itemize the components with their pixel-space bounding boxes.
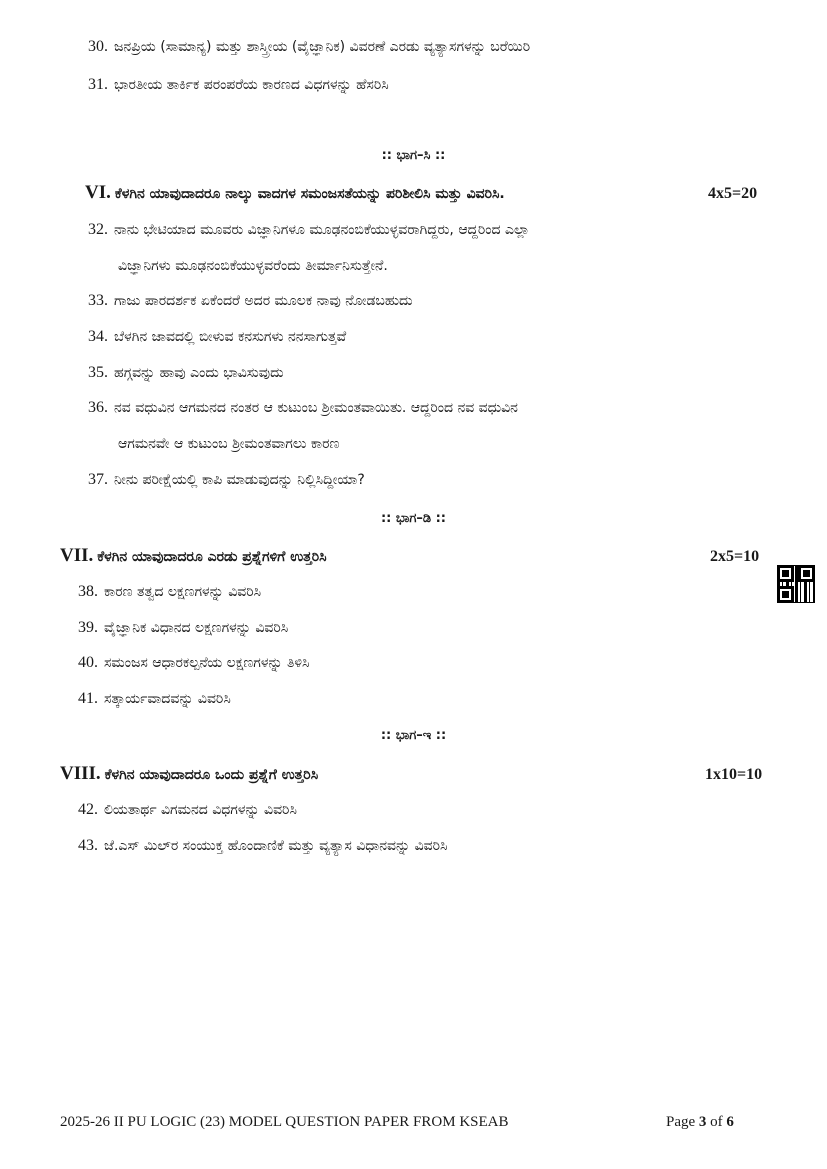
page-of-label: of — [710, 1114, 723, 1130]
question-number: 41. — [78, 690, 98, 707]
question-32 — [88, 221, 530, 239]
question-41 — [78, 690, 231, 708]
question-number: 43. — [78, 837, 98, 854]
question-number: 32. — [88, 221, 108, 238]
question-38 — [78, 583, 261, 601]
section-number: VIII. — [60, 763, 101, 784]
question-number: 39. — [78, 619, 98, 636]
question-36 — [88, 399, 518, 417]
question-42 — [78, 801, 297, 819]
section-number: VII. — [60, 545, 94, 566]
page-label: Page — [666, 1114, 696, 1130]
part-c-divider: :: ಭಾಗ–ಸಿ :: — [381, 148, 446, 163]
question-40 — [78, 654, 310, 672]
question-33 — [88, 292, 413, 310]
question-36-continued: ಆಗಮನವೇ ಆ ಕುಟುಂಬ ಶ್ರೀಮಂತವಾಗಲು ಕಾರಣ — [118, 436, 340, 452]
question-text: ಕಾರಣ ತತ್ವದ ಲಕ್ಷಣಗಳನ್ನು ವಿವರಿಸಿ — [104, 584, 262, 600]
question-text: ವೈಜ್ಞಾನಿಕ ವಿಧಾನದ ಲಕ್ಷಣಗಳನ್ನು ವಿವರಿಸಿ — [104, 620, 289, 636]
question-text: ನೀನು ಪರೀಕ್ಷೆಯಲ್ಲಿ ಕಾಪಿ ಮಾಡುವುದನ್ನು ನಿಲ್ಲಿಸಿದ್ದೀಯಾ? — [114, 472, 365, 488]
question-text: ಗಾಜು ಪಾರದರ್ಶಕ ಏಕೆಂದರೆ ಅದರ ಮೂಲಕ ನಾವು ನೋಡಬಹುದು — [114, 293, 413, 309]
question-number: 34. — [88, 328, 108, 345]
question-43 — [78, 837, 447, 855]
question-31 — [88, 76, 389, 94]
question-number: 42. — [78, 801, 98, 818]
question-number: 40. — [78, 654, 98, 671]
question-text: ನಾನು ಭೇಟಿಯಾದ ಮೂವರು ವಿಜ್ಞಾನಿಗಳೂ ಮೂಢನಂಬಿಕೆಯುಳ್ಳವರಾಗಿದ್ದರು, ಆದ್ದರಿಂದ ಎಲ್ಲಾ — [114, 222, 530, 238]
section-number: VI. — [85, 182, 111, 203]
question-text: ಭಾರತೀಯ ತಾರ್ಕಿಕ ಪರಂಪರೆಯ ಕಾರಣದ ವಿಧಗಳನ್ನು ಹೆಸರಿಸಿ — [114, 77, 389, 93]
section-vi-heading — [85, 183, 505, 204]
section-vii-marks: 2x5=10 — [710, 548, 760, 565]
footer-title: 2025-26 II PU LOGIC (23) MODEL QUESTION PAPER FROM KSEAB — [60, 1114, 509, 1130]
question-text: ಬೆಳಗಿನ ಜಾವದಲ್ಲಿ ಬೀಳುವ ಕನಸುಗಳು ನನಸಾಗುತ್ತವೆ — [114, 329, 347, 345]
question-text: ಸಮಂಜಸ ಆಧಾರಕಲ್ಪನೆಯ ಲಕ್ಷಣಗಳನ್ನು ತಿಳಿಸಿ — [104, 655, 310, 671]
question-number: 37. — [88, 471, 108, 488]
section-vi-marks: 4x5=20 — [708, 185, 758, 202]
section-viii-heading — [60, 764, 318, 785]
question-37 — [88, 471, 365, 489]
question-text: ಜೆ.ಎಸ್ ಮಿಲ್‌ರ ಸಂಯುಕ್ತ ಹೊಂದಾಣಿಕೆ ಮತ್ತು ವ್ಯತ್ಯಾಸ ವಿಧಾನವನ್ನು ವಿವರಿಸಿ — [104, 838, 448, 854]
question-text: ಲಿಯತಾರ್ಥ ವಿಗಮನದ ವಿಧಗಳನ್ನು ವಿವರಿಸಿ — [104, 802, 297, 818]
section-instruction: ಕೆಳಗಿನ ಯಾವುದಾದರೂ ನಾಲ್ಕು ವಾದಗಳ ಸಮಂಜಸತೆಯನ್ನು ಪರಿಶೀಲಿಸಿ ಮತ್ತು ವಿವರಿಸಿ. — [114, 186, 505, 202]
section-instruction: ಕೆಳಗಿನ ಯಾವುದಾದರೂ ಒಂದು ಪ್ರಶ್ನೆಗೆ ಉತ್ತರಿಸಿ — [104, 767, 319, 783]
section-viii-marks: 1x10=10 — [705, 766, 763, 783]
question-number: 31. — [88, 76, 108, 93]
question-text: ಜನಪ್ರಿಯ (ಸಾಮಾನ್ಯ) ಮತ್ತು ಶಾಸ್ತ್ರೀಯ (ವೈಜ್ಞಾನಿಕ) ವಿವರಣೆ ಎರಡು ವ್ಯತ್ಯಾಸಗಳನ್ನು ಬರೆಯಿರಿ — [114, 39, 531, 55]
question-34 — [88, 328, 346, 346]
part-d-divider: :: ಭಾಗ–ಡಿ :: — [380, 511, 447, 526]
page-number — [666, 1113, 734, 1131]
question-number: 35. — [88, 364, 108, 381]
question-35 — [88, 364, 284, 382]
question-39 — [78, 619, 288, 637]
question-number: 38. — [78, 583, 98, 600]
question-number: 30. — [88, 38, 108, 55]
question-text: ಸತ್ಕಾರ್ಯವಾದವನ್ನು ವಿವರಿಸಿ — [104, 691, 231, 707]
section-vii-heading — [60, 546, 327, 567]
section-instruction: ಕೆಳಗಿನ ಯಾವುದಾದರೂ ಎರಡು ಪ್ರಶ್ನೆಗಳಿಗೆ ಉತ್ತರಿಸಿ — [97, 549, 327, 565]
question-30 — [88, 38, 530, 56]
page-current: 3 — [698, 1114, 707, 1130]
question-number: 33. — [88, 292, 108, 309]
question-32-continued: ವಿಜ್ಞಾನಿಗಳು ಮೂಢನಂಬಿಕೆಯುಳ್ಳವರೆಂದು ತೀರ್ಮಾನಿಸುತ್ತೇನೆ. — [118, 258, 388, 274]
part-e-divider: :: ಭಾಗ–ಇ :: — [380, 728, 447, 743]
question-number: 36. — [88, 399, 108, 416]
question-text: ನವ ವಧುವಿನ ಆಗಮನದ ನಂತರ ಆ ಕುಟುಂಬ ಶ್ರೀಮಂತವಾಯಿತು. ಆದ್ದರಿಂದ ನವ ವಧುವಿನ — [114, 400, 518, 416]
question-text: ಹಗ್ಗವನ್ನು ಹಾವು ಎಂದು ಭಾವಿಸುವುದು — [114, 365, 284, 381]
qr-code-icon — [777, 565, 815, 603]
page-total: 6 — [726, 1114, 734, 1130]
